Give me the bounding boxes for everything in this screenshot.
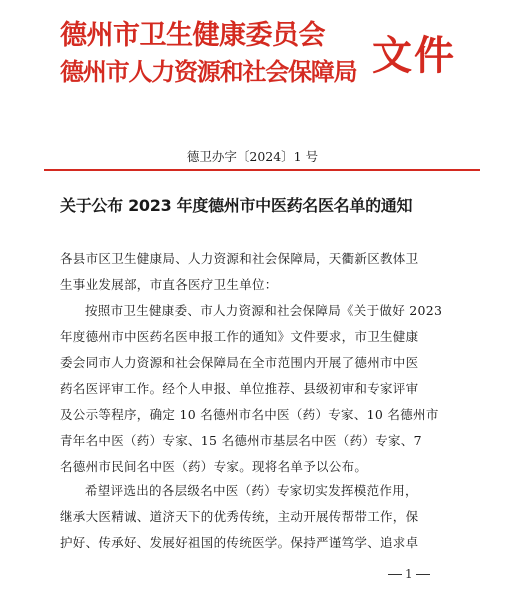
paragraph-line: 及公示等程序，确定 10 名德州市名中医（药）专家、10 名德州市 [60,407,439,422]
page-number-dash [388,574,402,575]
page-number-dash [416,574,430,575]
body-paragraph-1 [60,298,443,480]
paragraph-line: 年度德州市中医药名医申报工作的通知》文件要求，市卫生健康 [60,329,419,344]
paragraph-line: 委会同市人力资源和社会保障局在全市范围内开展了德州市中医 [60,355,419,370]
document-header-word: 文件 [372,33,456,79]
issuer-hr-bureau: 德州市人力资源和社会保障局 [60,58,357,86]
red-divider-line [44,169,480,171]
paragraph-line: 继承大医精诚、道济天下的优秀传统，主动开展传帮带工作，保 [60,509,419,524]
page-number-value: 1 [405,567,413,581]
paragraph-line: 药名医评审工作。经个人申报、单位推荐、县级初审和专家评审 [60,381,419,396]
addressee-block [60,246,440,298]
addressee-line: 各县市区卫生健康局、人力资源和社会保障局，天衢新区教体卫 [60,251,419,266]
paragraph-line: 青年名中医（药）专家、15 名德州市基层名中医（药）专家、7 [60,433,422,448]
page-number [385,566,433,582]
document-title: 关于公布 2023 年度德州市中医药名医名单的通知 [60,196,413,215]
issuer-health-commission: 德州市卫生健康委员会 [60,20,325,51]
addressee-line: 生事业发展部，市直各医疗卫生单位： [60,277,278,292]
body-paragraph-2 [60,478,440,556]
paragraph-line: 名德州市民间名中医（药）专家。现将名单予以公布。 [60,459,368,474]
paragraph-line: 按照市卫生健康委、市人力资源和社会保障局《关于做好 2023 [85,303,443,318]
document-number: 德卫办字〔2024〕1 号 [186,149,319,164]
paragraph-line: 希望评选出的各层级名中医（药）专家切实发挥模范作用， [85,483,418,498]
paragraph-line: 护好、传承好、发展好祖国的传统医学。保持严谨笃学、追求卓 [60,535,419,550]
issuing-authorities [60,18,370,90]
